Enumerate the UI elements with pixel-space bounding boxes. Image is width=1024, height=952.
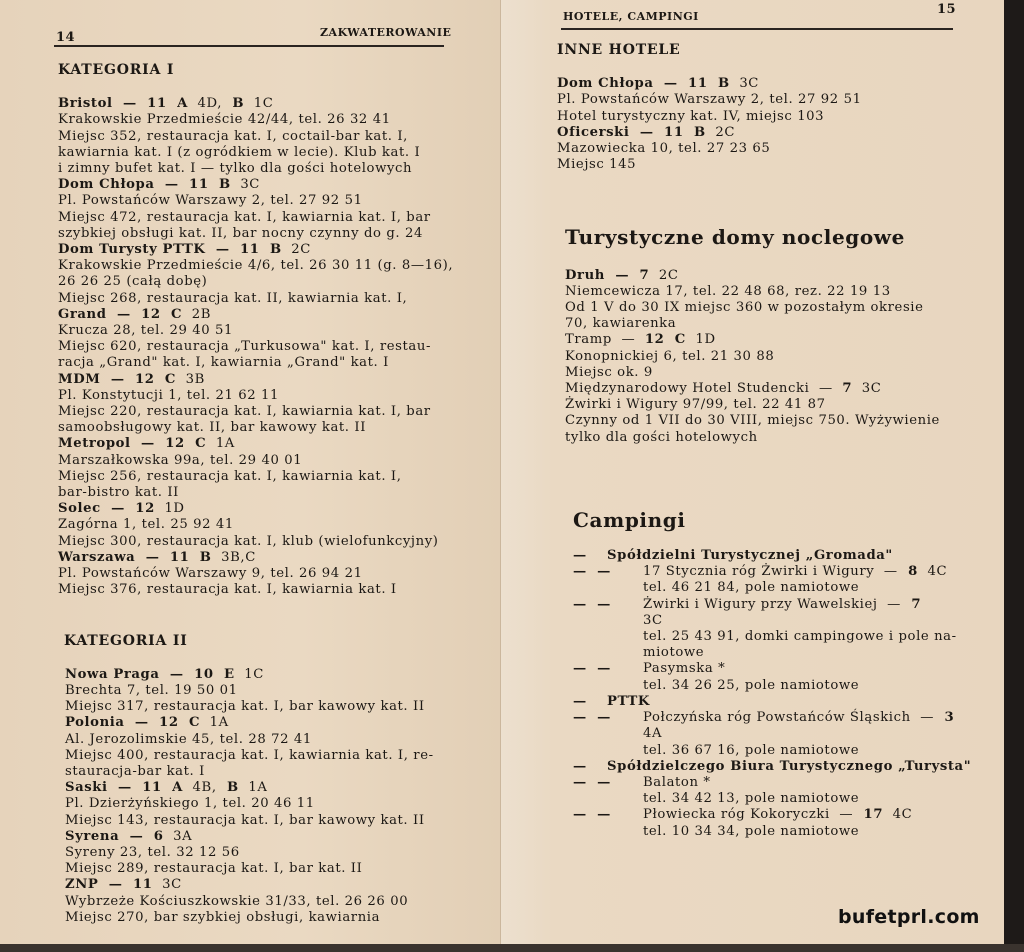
entry-name-ref: Dom Chłopa — 11 B <box>58 177 231 193</box>
camping-line <box>573 645 997 661</box>
camping-address: Balaton * <box>643 774 711 790</box>
entry-detail-line: Mazowiecka 10, tel. 27 23 65 <box>557 141 771 157</box>
map-square: 4B, <box>182 780 217 796</box>
camping-line <box>573 710 997 726</box>
camping-address: Żwirki i Wigury przy Wawelskiej — <box>643 596 901 612</box>
header-rule-left <box>54 45 444 47</box>
camping-line <box>573 726 997 742</box>
entry-detail-line: stauracja-bar kat. I <box>65 763 205 779</box>
camping-line <box>573 678 997 694</box>
entry-name-ref: Dom Turysty PTTK — 11 B <box>58 242 282 258</box>
double-dash-marker: — — <box>573 596 611 612</box>
double-dash-marker: — — <box>573 564 611 580</box>
campingi-list <box>573 548 997 840</box>
camping-operator: Spółdzielni Turystycznej „Gromada" <box>607 548 893 564</box>
camping-detail: 3C <box>643 612 663 628</box>
camping-detail: 4A <box>643 726 663 742</box>
map-square: 1D <box>154 501 185 517</box>
entry-name-ref: MDM — 12 C <box>58 371 177 387</box>
double-dash-marker: — — <box>573 710 611 726</box>
entry-name-ref: ZNP — 11 <box>65 877 153 893</box>
double-dash-marker: — — <box>573 774 611 790</box>
entry-detail-line: Miejsc ok. 9 <box>565 364 653 380</box>
entry-title-line <box>557 76 997 92</box>
entry-name-ref: 7 <box>842 381 853 397</box>
entry-detail-line: Miejsc 620, restauracja „Turkusowa" kat. I, restau- <box>58 339 432 355</box>
camping-ref: 3 <box>934 710 955 726</box>
entry-detail-line: racja „Grand" kat. I, kawiarnia „Grand" kat. I <box>58 355 389 371</box>
entry-detail-line: szybkiej obsługi kat. II, bar nocny czynny do g. 24 <box>58 225 423 241</box>
entry-name-ref: Metropol — 12 C <box>58 436 207 452</box>
right-column <box>557 42 997 840</box>
entry-title-line <box>58 372 458 388</box>
camping-site <box>643 775 711 791</box>
section-heading-campingi: Campingi <box>573 507 686 532</box>
entry-detail-line: Pl. Dzierżyńskiego 1, tel. 20 46 11 <box>65 796 315 812</box>
entry-name-ref: Nowa Praga — 10 E <box>65 666 235 682</box>
camping-line <box>573 759 997 775</box>
entry-title-line <box>58 501 458 517</box>
entry-name: Tramp — <box>565 332 645 348</box>
camping-line <box>573 807 997 823</box>
running-head-left: ZAKWATEROWANIE <box>320 26 452 39</box>
entry-name-ref: Oficerski — 11 B <box>557 124 706 140</box>
map-square: 1D <box>685 332 716 348</box>
entry-name-ref: Syrena — 6 <box>65 828 164 844</box>
entry-title-line <box>58 242 458 258</box>
entry-name-ref: 12 C <box>644 332 686 348</box>
camping-detail: tel. 36 67 16, pole namiotowe <box>643 742 860 758</box>
entry-detail-line: 26 26 25 (całą dobę) <box>58 274 208 290</box>
entry-detail-line: Krucza 28, tel. 29 40 51 <box>58 323 234 339</box>
section-heading-domy-noclegowe: Turystyczne domy noclegowe <box>565 225 905 250</box>
camping-line <box>573 661 997 677</box>
right-page <box>500 0 1011 944</box>
map-square: 2C <box>705 124 736 140</box>
camping-line <box>573 791 997 807</box>
entry-name-ref: Druh — 7 <box>565 267 650 283</box>
kategoria-1-list <box>58 96 458 598</box>
camping-detail: tel. 25 43 91, domki campingowe i pole na- <box>643 629 957 645</box>
camping-line <box>573 613 997 629</box>
entry-detail-line: i zimny bufet kat. I — tylko dla gości hotelowych <box>58 161 413 177</box>
entry-detail-line: Miejsc 220, restauracja kat. I, kawiarnia kat. I, bar <box>58 404 431 420</box>
map-square: 3B <box>176 371 205 387</box>
camping-site <box>643 597 921 613</box>
entry-name-ref: Saski — 11 A <box>65 780 183 796</box>
camping-detail: tel. 10 34 34, pole namiotowe <box>643 823 860 839</box>
entry-detail-line: Pl. Powstańców Warszawy 2, tel. 27 92 51 <box>58 193 363 209</box>
entry-detail-line: Czynny od 1 VII do 30 VIII, miejsc 750. Wyżywienie <box>565 413 940 429</box>
map-square: 2C <box>649 267 679 283</box>
inne-hotele-list <box>557 76 997 173</box>
entry-title-line <box>58 177 458 193</box>
entry-detail-line: Hotel turystyczny kat. IV, miejsc 103 <box>557 108 825 124</box>
camping-operator: PTTK <box>607 693 650 709</box>
entry-detail-line: Miejsc 256, restauracja kat. I, kawiarnia kat. I, <box>58 468 402 484</box>
entry-detail-line: Miejsc 317, restauracja kat. I, bar kawowy kat. II <box>65 699 425 715</box>
entry-name-ref: Grand — 12 C <box>58 306 183 322</box>
running-head-right: HOTELE, CAMPINGI <box>563 10 699 23</box>
entry-detail-line: Miejsc 145 <box>557 157 637 173</box>
entry-detail-line: Al. Jerozolimskie 45, tel. 28 72 41 <box>65 731 312 747</box>
map-square-2: 1A <box>238 780 268 796</box>
camping-address: Pasymska * <box>643 661 726 677</box>
entry-title-line <box>58 307 458 323</box>
entry-detail-line: Żwirki i Wigury 97/99, tel. 22 41 87 <box>565 397 826 413</box>
map-square: 3A <box>163 828 193 844</box>
entry-detail-line: Miejsc 472, restauracja kat. I, kawiarnia kat. I, bar <box>58 209 431 225</box>
page-number-left: 14 <box>56 30 76 45</box>
entry-detail-line: Miejsc 300, restauracja kat. I, klub (wielofunkcyjny) <box>58 533 439 549</box>
map-square: 2C <box>281 242 311 258</box>
entry-detail-line: kawiarnia kat. I (z ogródkiem w lecie). Klub kat. I <box>58 144 421 160</box>
camping-detail: tel. 34 26 25, pole namiotowe <box>643 677 860 693</box>
entry-name: Międzynarodowy Hotel Studencki — <box>565 381 843 397</box>
entry-title-line <box>65 667 458 683</box>
double-dash-marker: — — <box>573 807 611 823</box>
camping-detail: miotowe <box>643 645 705 661</box>
entry-detail-line: Miejsc 143, restauracja kat. I, bar kawowy kat. II <box>65 812 425 828</box>
entry-detail-line: Od 1 V do 30 IX miejsc 360 w pozostałym okresie <box>565 300 924 316</box>
entry-detail-line: 70, kawiarenka <box>565 316 677 332</box>
entry-name-ref: Bristol — 11 A <box>58 96 188 112</box>
camping-line <box>573 824 997 840</box>
entry-name-ref: Dom Chłopa — 11 B <box>557 76 730 92</box>
entry-detail-line: Pl. Konstytucji 1, tel. 21 62 11 <box>58 387 280 403</box>
entry-name-ref: Warszawa — 11 B <box>58 549 212 565</box>
entry-detail-line: Brechta 7, tel. 19 50 01 <box>65 682 238 698</box>
dash-marker: — <box>573 548 587 564</box>
entry-detail-line: Pl. Powstańców Warszawy 9, tel. 26 94 21 <box>58 566 363 582</box>
entry-detail-line: Miejsc 270, bar szybkiej obsługi, kawiarnia <box>65 909 381 925</box>
map-square: 3C <box>230 177 260 193</box>
entry-title-line <box>65 715 458 731</box>
section-heading-inne-hotele: INNE HOTELE <box>557 42 681 58</box>
section-heading-kategoria-1: KATEGORIA I <box>58 62 175 78</box>
entry-name-ref: Solec — 12 <box>58 501 155 517</box>
watermark: bufetprl.com <box>838 906 980 928</box>
entry-detail-line: Krakowskie Przedmieście 4/6, tel. 26 30 11 (g. 8—16), <box>58 258 454 274</box>
entry-title-line <box>65 877 458 893</box>
page-number-right: 15 <box>937 2 957 17</box>
entry-title-line <box>58 550 458 566</box>
camping-site <box>643 807 912 823</box>
kategoria-2-list <box>65 667 458 926</box>
entry-detail-line: Niemcewicza 17, tel. 22 48 68, rez. 22 19 13 <box>565 283 891 299</box>
camping-site <box>643 710 954 726</box>
entry-title-line <box>565 381 997 397</box>
dash-marker: — <box>573 693 587 709</box>
entry-detail-line: Miejsc 289, restauracja kat. I, bar kat. II <box>65 861 363 877</box>
camping-ref: 8 <box>897 564 918 580</box>
entry-title-line <box>65 780 458 796</box>
map-square: 3C <box>152 877 182 893</box>
entry-title-line <box>58 436 458 452</box>
camping-line <box>573 629 997 645</box>
map-square: 1A <box>200 715 229 731</box>
camping-address: 17 Stycznia róg Żwirki i Wigury — <box>643 564 898 580</box>
left-column <box>58 62 458 926</box>
map-square: 3C <box>729 76 759 92</box>
dash-marker: — <box>573 758 587 774</box>
left-page <box>0 0 500 946</box>
camping-detail: tel. 34 42 13, pole namiotowe <box>643 791 860 807</box>
entry-detail-line: tylko dla gości hotelowych <box>565 429 758 445</box>
map-square: 4D, <box>187 96 223 112</box>
book-edge <box>1004 0 1024 952</box>
entry-detail-line: Konopnickiej 6, tel. 21 30 88 <box>565 348 775 364</box>
book-bottom-edge <box>0 944 1024 952</box>
section-heading-kategoria-2: KATEGORIA II <box>64 632 188 649</box>
entry-detail-line: samoobsługowy kat. II, bar kawowy kat. II <box>58 420 367 436</box>
camping-line <box>573 548 997 564</box>
entry-detail-line: Miejsc 400, restauracja kat. I, kawiarnia kat. I, re- <box>65 747 434 763</box>
camping-ref: 17 <box>853 807 884 823</box>
header-rule-right <box>561 28 953 30</box>
entry-detail-line: Marszałkowska 99a, tel. 29 40 01 <box>58 452 303 468</box>
camping-line <box>573 775 997 791</box>
map-square-2: 1C <box>244 96 274 112</box>
entry-detail-line: Miejsc 352, restauracja kat. I, coctail-bar kat. I, <box>58 128 408 144</box>
map-square: 4C <box>917 564 948 580</box>
map-square: 1A <box>206 436 235 452</box>
map-square: 2B <box>182 306 212 322</box>
entry-title-line <box>565 332 997 348</box>
camping-detail: tel. 46 21 84, pole namiotowe <box>643 580 860 596</box>
camping-line <box>573 597 997 613</box>
entry-title-line <box>557 125 997 141</box>
entry-detail-line: Miejsc 376, restauracja kat. I, kawiarnia kat. I <box>58 582 397 598</box>
camping-line <box>573 580 997 596</box>
camping-address: Płowiecka róg Kokoryczki — <box>643 807 854 823</box>
entry-title-line <box>58 96 458 112</box>
entry-detail-line: Syreny 23, tel. 32 12 56 <box>65 844 240 860</box>
camping-line <box>573 743 997 759</box>
camping-site <box>643 564 947 580</box>
domy-noclegowe-list <box>565 268 997 446</box>
map-square: 4C <box>883 807 913 823</box>
entry-detail-line: Krakowskie Przedmieście 42/44, tel. 26 32 41 <box>58 112 391 128</box>
entry-detail-line: Zagórna 1, tel. 25 92 41 <box>58 517 234 533</box>
entry-detail-line: Miejsc 268, restauracja kat. II, kawiarnia kat. I, <box>58 290 408 306</box>
entry-name-ref: Polonia — 12 C <box>65 715 201 731</box>
camping-operator: Spółdzielczego Biura Turystycznego „Turysta" <box>607 758 972 774</box>
camping-site <box>643 661 725 677</box>
camping-address: Połczyńska róg Powstańców Śląskich — <box>643 710 935 726</box>
map-square: 1C <box>234 666 264 682</box>
camping-line <box>573 694 997 710</box>
entry-title-line <box>565 268 997 284</box>
entry-detail-line: Pl. Powstańców Warszawy 2, tel. 27 92 51 <box>557 92 862 108</box>
camping-ref: 7 <box>900 596 922 612</box>
entry-title-line <box>65 829 458 845</box>
entry-detail-line: bar-bistro kat. II <box>58 485 179 501</box>
entry-ref-2: B <box>222 96 245 112</box>
map-square: 3B,C <box>211 549 256 565</box>
entry-detail-line: Wybrzeże Kościuszkowskie 31/33, tel. 26 26 00 <box>65 893 409 909</box>
entry-ref-2: B <box>216 780 239 796</box>
double-dash-marker: — — <box>573 661 611 677</box>
map-square: 3C <box>852 381 882 397</box>
camping-line <box>573 564 997 580</box>
